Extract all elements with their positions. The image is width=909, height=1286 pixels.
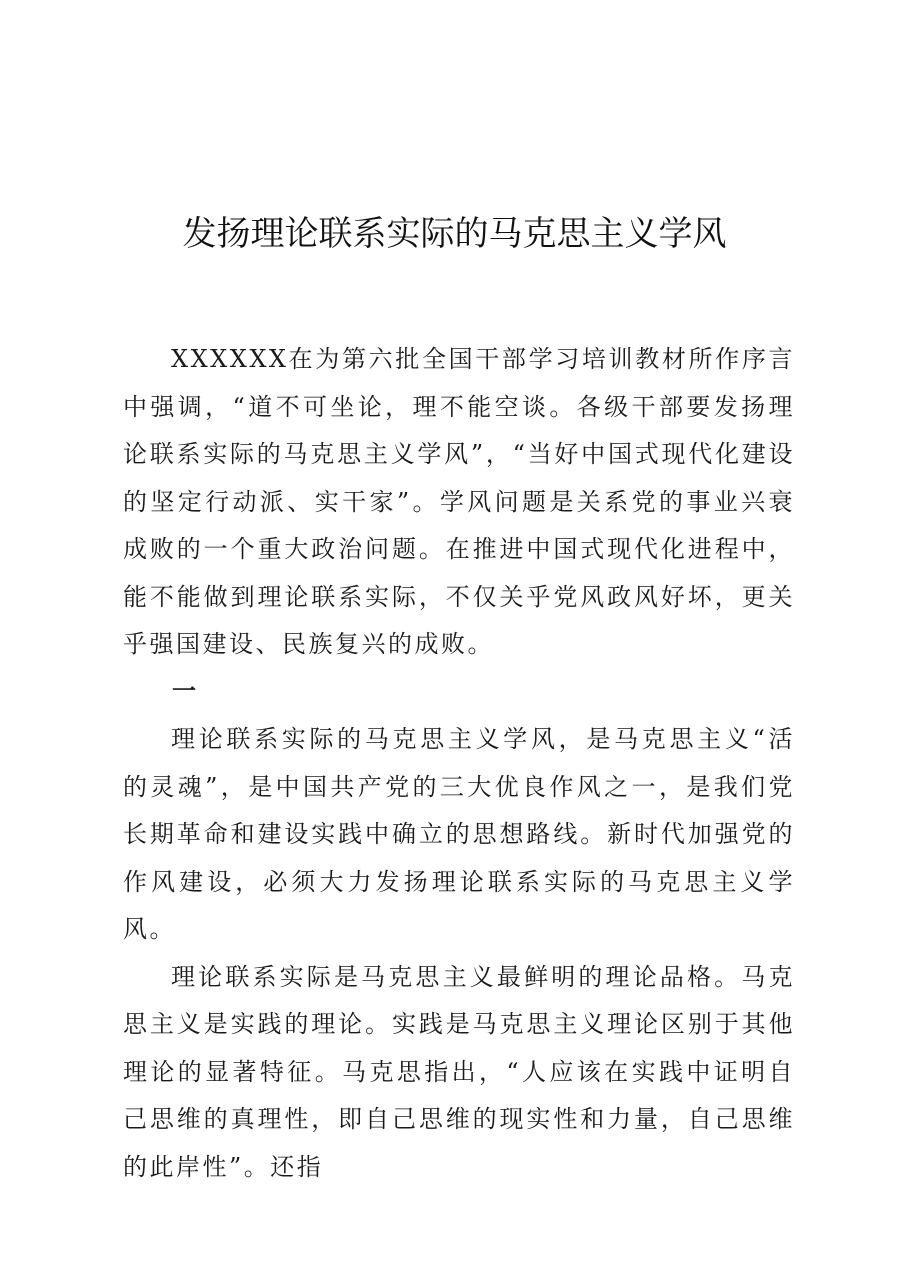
paragraph-2: 理论联系实际是马克思主义最鲜明的理论品格。马克思主义是实践的理论。实践是马克思主义理论区别于其他理论的显著特征。马克思指出，“人应该在实践中证明自己思维的真理性，即自己思维的现实性和力量，自己思维的此岸性”。还指 <box>123 962 795 1181</box>
paragraph-intro: XXXXXX在为第六批全国干部学习培训教材所作序言中强调，“道不可坐论，理不能空谈。各级干部要发扬理论联系实际的马克思主义学风”，“当好中国式现代化建设的坚定行动派、实干家”。学风问题是关系党的事业兴衰成败的一个重大政治问题。在推进中国式现代化进程中，能不能做到理论联系实际，不仅关乎党风政风好坏，更关乎强国建设、民族复兴的成败。 <box>123 345 795 658</box>
document-body <box>123 336 795 1191</box>
document-title: 发扬理论联系实际的马克思主义学风 <box>182 214 727 254</box>
paragraph-1: 理论联系实际的马克思主义学风，是马克思主义“活的灵魂”，是中国共产党的三大优良作风之一，是我们党长期革命和建设实践中确立的思想路线。新时代加强党的作风建设，必须大力发扬理论联系实际的马克思主义学风。 <box>123 725 795 943</box>
section-heading-text: 一 <box>172 676 196 705</box>
section-heading <box>123 669 795 717</box>
